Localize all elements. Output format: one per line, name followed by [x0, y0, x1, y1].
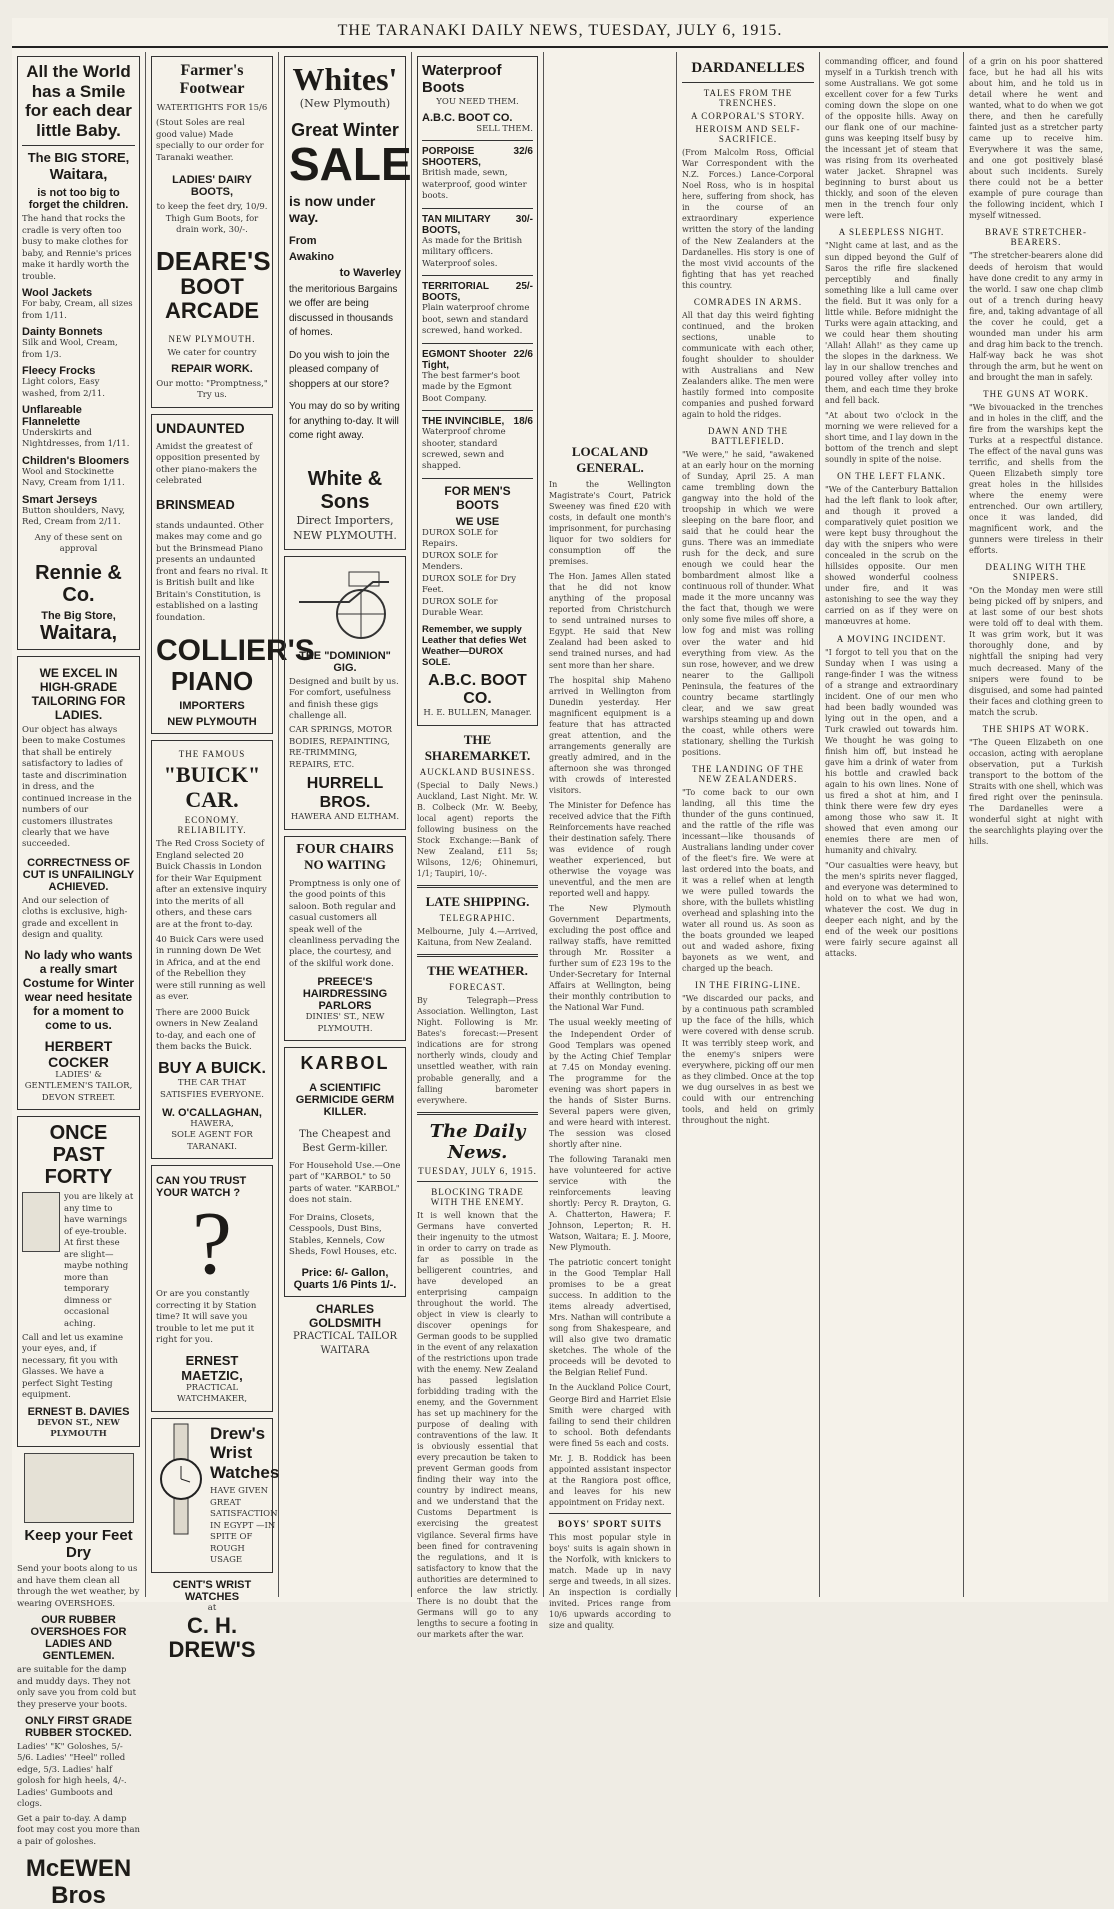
rennie-ad: All the World has a Smile for each dear little Baby. The BIG STORE, Waitara, is not too big to forget the children. The hand that rocks the cradle is very often too busy to make clothes for baby, and Rennie's prices make it hardly worth the trouble. Wool Jackets For baby, Cream, all sizes from 1/11. Dainty Bonnets Silk and Wool, Cream, from 1/3. Fleecy Frocks Light colors, Easy washed, from 2/11. Unflareable Flannelette Underskirts and Nightdresses, from 1/11. Children's Bloomers Wool and Stockinette Navy, Cream from 1/11. Smart Jerseys Button shoulders, Navy, Red, Cream from 2/11. Any of these sent on approval Rennie & Co. The Big Store, Waitara,: [17, 56, 140, 650]
maetzic-name: ERNEST MAETZIC,: [181, 1352, 243, 1383]
hurrell-sub: HAWERA AND ELTHAM.: [290, 812, 400, 823]
hurrell-ad: THE "DOMINION" GIG. Designed and built by us. For comfort, usefulness and finish these gigs challenge all. CAR SPRINGS, MOTOR BODIES, REPAINTING, RE-TRIMMING, REPAIRS, ETC. HURRELL BROS. HAWERA AND ELTHAM.: [284, 556, 406, 830]
preece-address: DINIES' ST., NEW PLYMOUTH.: [305, 1012, 385, 1034]
join-text: Do you wish to join the pleased company of shoppers at our store?: [289, 349, 390, 390]
store-town: Waitara,: [49, 166, 108, 184]
need-line: YOU NEED THEM.: [436, 96, 519, 107]
durox-4: DUROX SOLE for Durable Wear.: [422, 596, 498, 619]
ws-town: NEW PLYMOUTH.: [293, 528, 397, 542]
excel-heading: WE EXCEL IN HIGH-GRADE TAILORING FOR LADIES.: [31, 665, 126, 722]
from-label: From: [289, 234, 317, 247]
dailynews-date: TUESDAY, JULY 6, 1915.: [418, 1165, 537, 1176]
item-invincible: THE INVINCIBLE, 18/6: [422, 416, 533, 428]
economy-line: ECONOMY. RELIABILITY.: [177, 815, 247, 836]
davies-sub: DEVON ST., NEW PLYMOUTH: [37, 1417, 120, 1440]
column-3: [279, 52, 412, 1597]
sharemarket-heading: THE SHAREMARKET.: [424, 731, 531, 763]
famous-label: THE FAMOUS: [178, 748, 246, 759]
importers-label: IMPORTERS: [179, 699, 245, 712]
arcade-name: BOOT ARCADE: [164, 274, 260, 324]
dairy-heading: LADIES' DAIRY BOOTS,: [172, 174, 252, 199]
drew-ad: Drew's Wrist Watches HAVE GIVEN GREAT SATISFACTION IN EGYPT —IN SPITE OF ROUGH USAGE: [151, 1418, 273, 1573]
repair-line: REPAIR WORK.: [171, 362, 253, 375]
undaunted-heading: UNDAUNTED: [156, 419, 245, 436]
leftflank-heading: ON THE LEFT FLANK.: [837, 471, 946, 482]
column-8: of a grin on his poor shattered face, but he had all his wits about him, and he told us in detail where he went and wanted, what to do when we got there, and then he carefully fainted just as a stretcher party came up to receive him. Everywhere it was the same, and one got positively blasé about such incidents. Surely there could not be a better example of pure courage than the following incident, which I myself witnessed. BRAVE STRETCHER-BEARERS. "The stretcher-bearers alone did deeds of heroism that would have done credit to any army in the world. I saw one chap climb out of a trench during heavy fire, and, taking advantage of all the cover he could, get a wounded man under his arm and drag him back to the trench. Half-way back he was shot through the arm, but he went on and brought the man in safely. THE GUNS AT WORK. "We bivouacked in the trenches and in holes in the cliff, and the fire from the warships kept the Turks at a respectful distance. The effect of the naval guns was terrific, and shells from the Queen Elizabeth simply tore great holes in the hillsides where the enemy were entrenched. Our own artillery, once it was landed, did magnificent work, and the gunners were tireless in their efforts. DEALING WITH THE SNIPERS. "On the Monday men were still being picked off by snipers, and at last some of our best shots were told off to deal with them. It was grim work, but it was thoroughly done, and by nightfall the sniping had very much decreased. Many of the snipers were found to be disguised, and some had painted their faces and clothing green to match the scrub. THE SHIPS AT WORK. "The Queen Elizabeth on one occasion, acting with aeroplane observation, put a Turkish transport to the bottom of the Straits with one shell, which was fired right over the peninsula. The Dardanelles were a wonderful sight at night with the searchlights playing over the hills.: [969, 57, 1103, 846]
deare-ad: Farmer's Footwear WATERTIGHTS FOR 15/6 (Stout Soles are real good value) Made specially to our order for Taranaki weather. LADIES' DAIRY BOOTS, to keep the feet dry, 10/9. Thigh Gum Boots, for drain work, 30/-. DEARE'S BOOT ARCADE NEW PLYMOUTH. We cater for country REPAIR WORK. Our motto: "Promptness," Try us.: [151, 56, 273, 408]
under-way: is now under way.: [289, 192, 376, 225]
item-territorial: TERRITORIAL BOOTS, 25/-: [422, 281, 533, 304]
ships-heading: THE SHIPS AT WORK.: [982, 723, 1090, 734]
waterproof-heading: Waterproof Boots: [422, 62, 502, 97]
buick-ad: THE FAMOUS "BUICK" CAR. ECONOMY. RELIABILITY. The Red Cross Society of England selected 20 Buick Chassis in London for their War Equipment after an extensive inquiry into the merits of all others, and these cars are at the front to-day. 40 Buick Cars were used in running down De Wet in Africa, and at the end of the Rebellion they were still running as well as ever. There are 2000 Buick owners in New Zealand to-day, and each one of them backs the Buick. BUY A BUICK. THE CAR THAT SATISFIES EVERYONE. W. O'CALLAGHAN, HAWERA, SOLE AGENT FOR TARANAKI.: [151, 740, 273, 1160]
abc-manager: H. E. BULLEN, Manager.: [423, 708, 532, 719]
cocker-ad: WE EXCEL IN HIGH-GRADE TAILORING FOR LADIES. Our object has always been to make Costumes that shall be entirely satisfactory to ladies of taste and discrimination in dress, and the continued increase in the numbers of our customers illustrates clearly that we have succeeded. CORRECTNESS OF CUT IS UNFAILINGLY ACHIEVED. And our selection of cloths is exclusive, high-grade and excellent in design and quality. No lady who wants a really smart Costume for Winter wear need hesitate for a moment to come to us. HERBERT COCKER LADIES' & GENTLEMEN'S TAILOR, DEVON STREET.: [17, 656, 140, 1111]
abc-name: A.B.C. BOOT CO.: [422, 111, 513, 124]
deare-town: NEW PLYMOUTH.: [168, 333, 256, 344]
rennie-town: Waitara,: [39, 621, 118, 644]
weuse-heading: WE USE: [455, 515, 500, 528]
chdrew-name: C. H. DREW'S: [168, 1613, 256, 1663]
approval-note: Any of these sent on approval: [34, 532, 123, 555]
karbol-ad: KARBOL A SCIENTIFIC GERMICIDE GERM KILLER. The Cheapest and Best Germ-killer. For Household Use.—One part of "KARBOL" to 50 parts of water. "KARBOL" does not stain. For Drains, Closets, Cesspools, Dust Bins, Stables, Kennels, Cow Sheds, Fowl Houses, etc. Price: 6/- Gallon, Quarts 1/6 Pints 1/-.: [284, 1047, 406, 1296]
hawera-label: HAWERA,: [190, 1118, 234, 1129]
comrades-heading: COMRADES IN ARMS.: [693, 296, 803, 307]
item-egmont: EGMONT Shooter Tight, 22/6: [422, 348, 533, 371]
brinsmead-ad: UNDAUNTED Amidst the greatest of opposition presented by other piano-makers the celebrated BRINSMEAD stands undaunted. Other makes may come and go but the Brinsmead Piano presents an undaunted front and fears no rival. It is British built and like Britain's Constitution, is established on a lasting foundation. COLLIER'S PIANO IMPORTERS NEW PLYMOUTH: [151, 414, 273, 734]
dailynews-heading: The Daily News.: [429, 1120, 526, 1163]
dardanelles-heading: DARDANELLES: [691, 60, 805, 76]
cent-heading: CENT'S WRIST WATCHES: [172, 1578, 252, 1603]
abc-name-2: A.B.C. BOOT CO.: [428, 671, 527, 708]
brave-heading: BRAVE STRETCHER-BEARERS.: [984, 227, 1088, 248]
sell-line: SELL THEM.: [476, 123, 533, 134]
preece-name: PREECE'S HAIRDRESSING PARLORS: [302, 976, 388, 1013]
buick-heading: "BUICK" CAR.: [163, 761, 261, 812]
collier-name: COLLIER'S: [156, 634, 315, 668]
question-mark: ?: [192, 1194, 232, 1294]
corporal-heading: A CORPORAL'S STORY.: [690, 111, 806, 122]
column-1: All the World has a Smile for each dear little Baby. The BIG STORE, Waitara, is not too big to forget the children. The hand that rocks the cradle is very often too busy to make clothes for baby, and Rennie's prices make it hardly worth the trouble. Wool Jackets For baby, Cream, all sizes from 1/11. Dainty Bonnets Silk and Wool, Cream, from 1/3. Fleecy Frocks Light colors, Easy washed, from 2/11. Unflareable Flannelette Underskirts and Nightdresses, from 1/11. Children's Bloomers Wool and Stockinette Navy, Cream from 1/11. Smart Jerseys Button shoulders, Navy, Red, Cream from 2/11. Any of these sent on approval Rennie & Co. The Big Store, Waitara, WE EXCEL IN HIGH-GRADE TAILORING FOR LADIES. Our object has always been to make Costumes that shall be entirely satisfactory to ladies of taste and discrimination in dress, and the continued increase in the numbers of our customers illustrates clearly that we have succeeded. CORRECTNESS OF CUT IS UNFAILINGLY ACHIEVED. And our selection of cloths is exclusive, high-grade and excellent in design and quality. No lady who wants a really smart Costume for Winter wear need hesitate for a moment to come to us. HERBERT COCKER LADIES' & GENTLEMEN'S TAILOR, DEVON STREET. ONCE PAST FORTY you are likely at any time to have warnings of eye-trouble. At first these are slight—maybe nothing more than temporary dimness or occasional aching. Call and let us examine your eyes, and, if necessary, fit you with Glasses. We have a perfect Sight Testing equipment. ERNEST B. DAVIES DEVON ST., NEW PLYMOUTH Keep your Feet Dry Send your boots along to us and have them clean all through the wet weather, by wearing OVERSHOES. OUR RUBBER OVERSHOES FOR LADIES AND GENTLEMEN. are suitable for the damp and muddy days. They not only save you from cold but they preserve your boots. ONLY FIRST GRADE RUBBER STOCKED. Ladies' "K" Goloshes, 5/- 5/6. Ladies' "Heel" rolled edge, 5/3. Ladies' half golosh for high heels, 4/-. Ladies' Gumboots and clogs. Get a pair to-day. A damp foot may cost you more than a pair of goloshes. McEWEN Bros: [12, 52, 146, 1597]
remember-line: Remember, we supply Leather that defies Wet Weather—DUROX SOLE.: [422, 623, 527, 668]
abc-ad: Waterproof Boots YOU NEED THEM. A.B.C. BOOT CO. SELL THEM. PORPOISE SHOOTERS, 32/6 British made, sewn, waterproof, good winter boots. TAN MILITARY BOOTS, 30/- As made for the British military officers. Waterproof soles. TERRITORIAL BOOTS, 25/- Plain waterproof chrome boot, sewn and standard screwed, hand worked. EGMONT Shooter Tight, 22/6 The best farmer's boot made by the Egmont Boot Company. THE INVINCIBLE, 18/6 Waterproof chrome shooter, standard screwed, sewn and shapped. FOR MEN'S BOOTS WE USE DUROX SOLE for Repairs. DUROX SOLE for Menders. DUROX SOLE for Dry Feet. DUROX SOLE for Durable Wear. Remember, we supply Leather that defies Wet Weather—DUROX SOLE. A.B.C. BOOT CO. H. E. BULLEN, Manager.: [417, 56, 538, 726]
late-shipping-heading: LATE SHIPPING.: [425, 894, 530, 910]
column-4: Waterproof Boots YOU NEED THEM. A.B.C. BOOT CO. SELL THEM. PORPOISE SHOOTERS, 32/6 British made, sewn, waterproof, good winter boots. TAN MILITARY BOOTS, 30/- As made for the British military officers. Waterproof soles. TERRITORIAL BOOTS, 25/- Plain waterproof chrome boot, sewn and standard screwed, hand worked. EGMONT Shooter Tight, 22/6 The best farmer's boot made by the Egmont Boot Company. THE INVINCIBLE, 18/6 Waterproof chrome shooter, standard screwed, sewn and shapped. FOR MEN'S BOOTS WE USE DUROX SOLE for Repairs. DUROX SOLE for Menders. DUROX SOLE for Dry Feet. DUROX SOLE for Durable Wear. Remember, we supply Leather that defies Wet Weather—DUROX SOLE. A.B.C. BOOT CO. H. E. BULLEN, Manager. THE SHAREMARKET. AUCKLAND BUSINESS. (Special to Daily News.) Auckland, Last Night. Mr. W. B. Colbeck (Mr. W. Beeby, local agent) reports the following business on the Stock Exchange:—Bank of New Zealand, £11 5s; Wilsons, 12/6; Ohinemuri, 1/1; Taupiri, 10/-. LATE SHIPPING. TELEGRAPHIC. Melbourne, July 4.—Arrived, Kaituna, from New Zealand. THE WEATHER. FORECAST. By Telegraph—Press Association. Wellington, Last Night. Following is Mr. Bates's forecast:—Present indications are for strong northerly winds, cloudy and unsettled weather, with rain probable generally, and a falling barometer everywhere. The Daily News. TUESDAY, JULY 6, 1915. BLOCKING TRADE WITH THE ENEMY. It is well known that the Germans have converted their ingenuity to the utmost in order to carry on trade as far as possible in the belligerent countries, and have developed an enterprising campaign throughout the world. The object in view is clearly to discover openings for German goods to be supplied in the event of any relaxation of the restrictions upon trade with the enemy. New Zealand has passed legislation forbidding trading with the enemy, and the Government has set up machinery for the purpose of dealing with contraventions of the law. It is obviously essential that every precaution be taken to prevent German goods from finding their way into the country by indirect means, and we understand that the Customs Department is exercising the greatest vigilance. Several firms have been fined for contravening the regulations, and it is satisfactory to know that the authorities are determined to enforce the law strictly. There is no doubt that the Germans will go to any lengths to secure a footing in our markets after the war.: [412, 52, 544, 1597]
cocker-name: HERBERT COCKER: [44, 1037, 113, 1070]
item-military: TAN MILITARY BOOTS, 30/-: [422, 213, 533, 236]
watch-illustration: [156, 1424, 206, 1534]
column-7: commanding officer, and found myself in a Turkish trench with some Australians. We got some excellent cover for a few Turks coming down the slope on one of the opposite hills. Away on our flank one of our machine-guns was keeping itself busy by the incessant jet of steam that was rising from its overheated water jacket. Shrapnel was beginning to burst about us thickly, and soon of the eleven men in the trench four only were left. A SLEEPLESS NIGHT. "Night came at last, and as the sun dipped beyond the Gulf of Saros the rifle fire slackened perceptibly and finally something like a lull came over the field. But it was only for a little while. Before midnight the Turks were again attacking, and we could hear them shouting 'Allah! Allah!' as they came up the slopes in the darkness. We lay in our shallow trenches and poured volley after volley into them, and each time they broke and fell back. "At about two o'clock in the morning we were relieved for a short time, and I lay down in the bottom of the trench and slept soundly in spite of the noise. ON THE LEFT FLANK. "We of the Canterbury Battalion had the left flank to look after, and though it proved a comparatively quiet position we were kept busy throughout the day with the snipers who were concealed in the scrub on the hillsides opposite. Our men showed wonderful coolness under fire, and it was astonishing to see the way they carried on as if they were on manœuvres at home. A MOVING INCIDENT. "I forgot to tell you that on the Sunday when I was using a range-finder I was the witness of a strange and extraordinary incident. One of our men who had been badly wounded was lying out in the open, and a Turk crawled out towards him. We thought he was going to finish him off, but instead he gave him a drink of water from his bottle and crawled back again to his own lines. None of us fired a shot at him, and I think there were few dry eyes among those who saw it. It showed that even among our enemies there are men of humanity and chivalry. "Our casualties were heavy, but the men's spirits never flagged, and everyone was determined to hold on to what we had won, whatever the cost. We dug in deeper each night, and by the end of the week our positions were fairly secure against all attacks.: [820, 52, 964, 1597]
whites-ad: [284, 56, 412, 550]
goldsmith-name: CHARLES GOLDSMITH: [309, 1301, 381, 1330]
tailor-line: PRACTICAL TAILOR: [292, 1331, 398, 1343]
davies-name: ERNEST B. DAVIES: [27, 1405, 130, 1418]
goldsmith-town: WAITARA: [320, 1344, 370, 1356]
drews-heading: Drew's Wrist Watches: [210, 1423, 280, 1482]
firing-heading: IN THE FIRING-LINE.: [694, 980, 802, 991]
blocking-heading: BLOCKING TRADE WITH THE ENEMY.: [430, 1186, 525, 1207]
forty-heading: ONCE PAST FORTY: [44, 1122, 113, 1189]
weather-heading: THE WEATHER.: [427, 963, 528, 979]
trust-heading: CAN YOU TRUST YOUR WATCH ?: [156, 1175, 247, 1200]
gig-illustration: [289, 562, 401, 642]
cheapest-line: The Cheapest and Best Germ-killer.: [299, 1129, 391, 1154]
rennie-name: Rennie & Co.: [35, 561, 122, 606]
writing-text: You may do so by writing for anything to-day. It will come right away.: [289, 401, 400, 442]
correct-heading: CORRECTNESS OF CUT IS UNFAILINGLY ACHIEVED.: [22, 856, 135, 893]
item-bloomers: Children's Bloomers: [22, 454, 130, 467]
rubber-heading: OUR RUBBER OVERSHOES FOR LADIES AND GENTLEMEN.: [30, 1614, 127, 1663]
local-heading: LOCAL AND GENERAL.: [571, 444, 649, 475]
waverley-label: to Waverley: [339, 266, 401, 279]
nolady-text: No lady who wants a really smart Costume for Winter wear need hesitate for a moment to come to us.: [22, 947, 135, 1032]
ocallaghan-name: W. O'CALLAGHAN,: [162, 1106, 262, 1119]
column-6: DARDANELLES TALES FROM THE TRENCHES. A CORPORAL'S STORY. HEROISM AND SELF-SACRIFICE. (From Malcolm Ross, Official War Correspondent with the N.Z. Forces.) Lance-Corporal Noel Ross, who is in hospital here, suffering from shock, has in the course of an extraordinary experience written the story of the landing of the New Zealanders at the Dardanelles. His story is one of the most vivid accounts of the fighting that has yet reached this country. COMRADES IN ARMS. All that day this weird fighting continued, and the broken sections, unable to communicate with each other, fought shoulder to shoulder with Australians and New Zealanders alike. The men were hastily formed into composite companies and pushed forward again to hold the ridges. DAWN AND THE BATTLEFIELD. "We were," he said, "awakened at an early hour on the morning of Sunday, April 25. A man came trembling down the gangway into the hold of the troopship in which we were sleeping on the bare floor, and said that he could hear the guns. There was an immediate rush for the deck, and sure enough we could hear the bombardment almost like a continuous roll of thunder. What made it the more uncanny was the fact that, though we were only some five miles off shore, a low fog and mist was rolling over the water and hid everything from view. As the sun rose, however, and we drew nearer to the Gallipoli Peninsula, the features of the country became startlingly clear, and we saw great warships steaming up and down the coast, while others were stationary, shelling the Turkish positions. THE LANDING OF THE NEW ZEALANDERS. "To come back to our own landing, all this time the thunder of the guns continued, and the rattle of the rifle was incessant—like thousands of Australians landing under cover of the fleet's fire. We were at last ordered into the boats, and it was a relief when at length we were pulled towards the shore, with the bullets whistling overhead and splashing into the water all round us. As soon as the boats grounded we leaped out and waded ashore, fixing bayonets as we went, and charged up the beach. IN THE FIRING-LINE. "We discarded our packs, and by a continuous path scrambled up the face of the hills, which were covered with dense scrub. It was terribly steep work, and the enemy's snipers were everywhere, picking off our men as they climbed. Once at the top we dug ourselves in as best we could with our entrenching tools, and held on grimly throughout the night.: [677, 52, 820, 1597]
karbol-heading: KARBOL: [300, 1053, 390, 1074]
sleepless-heading: A SLEEPLESS NIGHT.: [838, 227, 945, 238]
direct-label: Direct Importers,: [296, 513, 394, 527]
item-porpoise: PORPOISE SHOOTERS, 32/6: [422, 146, 533, 169]
karbol-price: Price: 6/- Gallon, Quarts 1/6 Pints 1/-.: [293, 1266, 397, 1291]
guns-heading: THE GUNS AT WORK.: [983, 388, 1089, 399]
nowait-heading: NO WAITING: [304, 856, 386, 872]
deare-name: DEARE'S: [156, 245, 271, 276]
item-flannelette: Unflareable Flannelette: [22, 404, 82, 428]
masthead: THE TARANAKI DAILY NEWS, TUESDAY, JULY 6, 1915.: [12, 22, 1108, 48]
water-line: WATERTIGHTS FOR 15/6: [156, 102, 268, 113]
collier-town: NEW PLYMOUTH: [167, 715, 257, 728]
hurrell-name: HURRELL BROS.: [306, 775, 384, 811]
ws-name: White & Sons: [307, 467, 383, 513]
item-dainty-bonnets: Dainty Bonnets: [22, 326, 103, 339]
bargains-text: the meritorious Bargains we offer are being discussed in thousands of homes.: [289, 283, 398, 339]
umbrella-illustration: [24, 1453, 134, 1523]
mcewen-name: McEWEN Bros: [25, 1855, 132, 1909]
motto-line: Our motto: "Promptness," Try us.: [156, 378, 268, 401]
sale-heading: SALE: [289, 137, 412, 190]
durox-3: DUROX SOLE for Dry Feet.: [422, 573, 517, 596]
cocker-sub: LADIES' & GENTLEMEN'S TAILOR, DEVON STREET.: [24, 1069, 133, 1103]
awakino-label: Awakino: [289, 250, 335, 263]
farmer-heading: Farmer's Footwear: [179, 62, 245, 98]
at-label: at: [207, 1602, 217, 1613]
satisfies-line: THE CAR THAT SATISFIES EVERYONE.: [160, 1078, 264, 1100]
store-note: is not too big to forget the children.: [28, 187, 129, 212]
store-name: The BIG STORE,: [27, 150, 130, 166]
tales-heading: TALES FROM THE TRENCHES.: [703, 88, 793, 109]
maetzic-ad: CAN YOU TRUST YOUR WATCH ? ? Or are you constantly correcting it by Station time? It will save you trouble to let me put it right for you. ERNEST MAETZIC, PRACTICAL WATCHMAKER,: [151, 1165, 273, 1411]
durox-2: DUROX SOLE for Menders.: [422, 550, 498, 573]
rennie-sub: The Big Store,: [41, 609, 116, 622]
buy-heading: BUY A BUICK.: [158, 1059, 266, 1077]
davies-ad: ONCE PAST FORTY you are likely at any time to have warnings of eye-trouble. At first these are slight—maybe nothing more than temporary dimness or occasional aching. Call and let us examine your eyes, and, if necessary, fit you with Glasses. We have a perfect Sight Testing equipment. ERNEST B. DAVIES DEVON ST., NEW PLYMOUTH: [17, 1116, 140, 1446]
feet-heading: Keep your Feet Dry: [24, 1526, 133, 1561]
boys-heading: BOYS' SPORT SUITS: [557, 1518, 663, 1529]
landing-heading: THE LANDING OF THE NEW ZEALANDERS.: [691, 763, 805, 784]
dawn-heading: DAWN AND THE BATTLEFIELD.: [707, 425, 789, 446]
item-jerseys: Smart Jerseys: [22, 493, 98, 506]
agent-line: SOLE AGENT FOR TARANAKI.: [171, 1130, 253, 1152]
smile-heading: All the World has a Smile for each dear little Baby.: [25, 62, 132, 140]
brinsmead-name: BRINSMEAD: [156, 496, 235, 512]
germ-line: A SCIENTIFIC GERMICIDE GERM KILLER.: [295, 1082, 395, 1118]
item-fleecy-frocks: Fleecy Frocks: [22, 365, 96, 378]
chairs-heading: FOUR CHAIRS: [296, 841, 394, 857]
watchmaker-label: PRACTICAL WATCHMAKER,: [176, 1382, 248, 1405]
rubber-stocked: ONLY FIRST GRADE RUBBER STOCKED.: [25, 1715, 132, 1739]
piano-label: PIANO: [170, 666, 254, 697]
eye-illustration: [22, 1192, 60, 1252]
telegraphic-label: TELEGRAPHIC.: [439, 913, 516, 924]
auckland-subheading: AUCKLAND BUSINESS.: [419, 766, 536, 777]
great-winter: Great Winter: [291, 120, 399, 141]
preece-ad: FOUR CHAIRS NO WAITING Promptness is only one of the good points of this saloon. Both regular and casual customers all speak well of the cleanliness pervading the place, the courtesy, and of the skilful work done. PREECE'S HAIRDRESSING PARLORS DINIES' ST., NEW PLYMOUTH.: [284, 836, 406, 1042]
column-5: LOCAL AND GENERAL. In the Wellington Magistrate's Court, Patrick Sweeney was fined £20 with costs, in default one month's imprisonment, for purchasing liquor for two soldiers for consumption off the premises. The Hon. James Allen stated that he did not know anything of the proposal reported from Christchurch to send untrained nurses to Egypt. He said that New Zealand had been asked to send trained nurses, and had sent more than her share. The hospital ship Maheno arrived in Wellington from Dunedin yesterday. Her magnificent equipment is a feature that has attracted great attention, and the arrangements generally are greatly admired, and in the afternoon she was thronged with crowds of interested visitors. The Minister for Defence has received advice that the Fifth Reinforcements have reached their destination safely. There was evidence of rough weather experienced, but otherwise the voyage was uneventful, and the men are reported well and happy. The New Plymouth Government Departments, excluding the post office and railway staffs, have remitted through Mr. Rossiter a further sum of £23 19s to the Under-Secretary for Internal Affairs at Wellington, being their monthly contribution to the National War Fund. The usual weekly meeting of the Independent Order of Good Templars was opened by the Acting Chief Templar at 7.45 on Monday evening. The programme for the evening was short papers in the hands of Sister Burns. Several papers were given, and were heard with interest. The session was closed shortly after nine. The following Taranaki men have volunteered for active service with the reinforcements leaving shortly: Percy R. Drayton, G. A. Chatterton, Hawera; F. Johnson, Leperton; R. H. Watson, Waitara; E. J. Moore, New Plymouth. The patriotic concert tonight in the Good Templar Hall promises to be a great success. In addition to the items already advertised, Mrs. Nathan will contribute a song from Shakespeare, and will also give two dramatic sketches. The whole of the proceeds will be devoted to the Belgian Relief Fund. In the Auckland Police Court, George Bird and Harriet Elsie Smith were charged with failing to send their children to school. Both defendants were fined 5s each and costs. Mr. J. B. Roddick has been appointed assistant inspector at the Rangiora post office, and leaves for his new appointment on Friday next. BOYS' SPORT SUITS This most popular style in boys' suits is again shown in the Norfolk, with knickers to match. Made up in navy serge and tweeds, in all sizes. An inspection is cordially invited. Prices range from 10/6 upwards according to size and quality.: [544, 52, 677, 1597]
forecast-label: FORECAST.: [449, 982, 506, 993]
durox-1: DUROX SOLE for Repairs.: [422, 527, 498, 550]
snipers-heading: DEALING WITH THE SNIPERS.: [985, 562, 1087, 583]
gig-heading: THE "DOMINION" GIG.: [299, 649, 391, 674]
whites-town: (New Plymouth): [299, 97, 391, 111]
store-text: The hand that rocks the cradle is very often too busy to make clothes for baby, and Rennie's prices make it hardly worth the trouble.: [22, 214, 132, 282]
whites-name: Whites': [292, 61, 398, 97]
item-wool-jackets: Wool Jackets: [22, 287, 93, 300]
heroism-heading: HEROISM AND SELF-SACRIFICE.: [695, 124, 801, 145]
moving-heading: A MOVING INCIDENT.: [836, 633, 947, 644]
newspaper-page: [12, 18, 1108, 1909]
mens-heading: FOR MEN'S BOOTS: [444, 483, 511, 512]
